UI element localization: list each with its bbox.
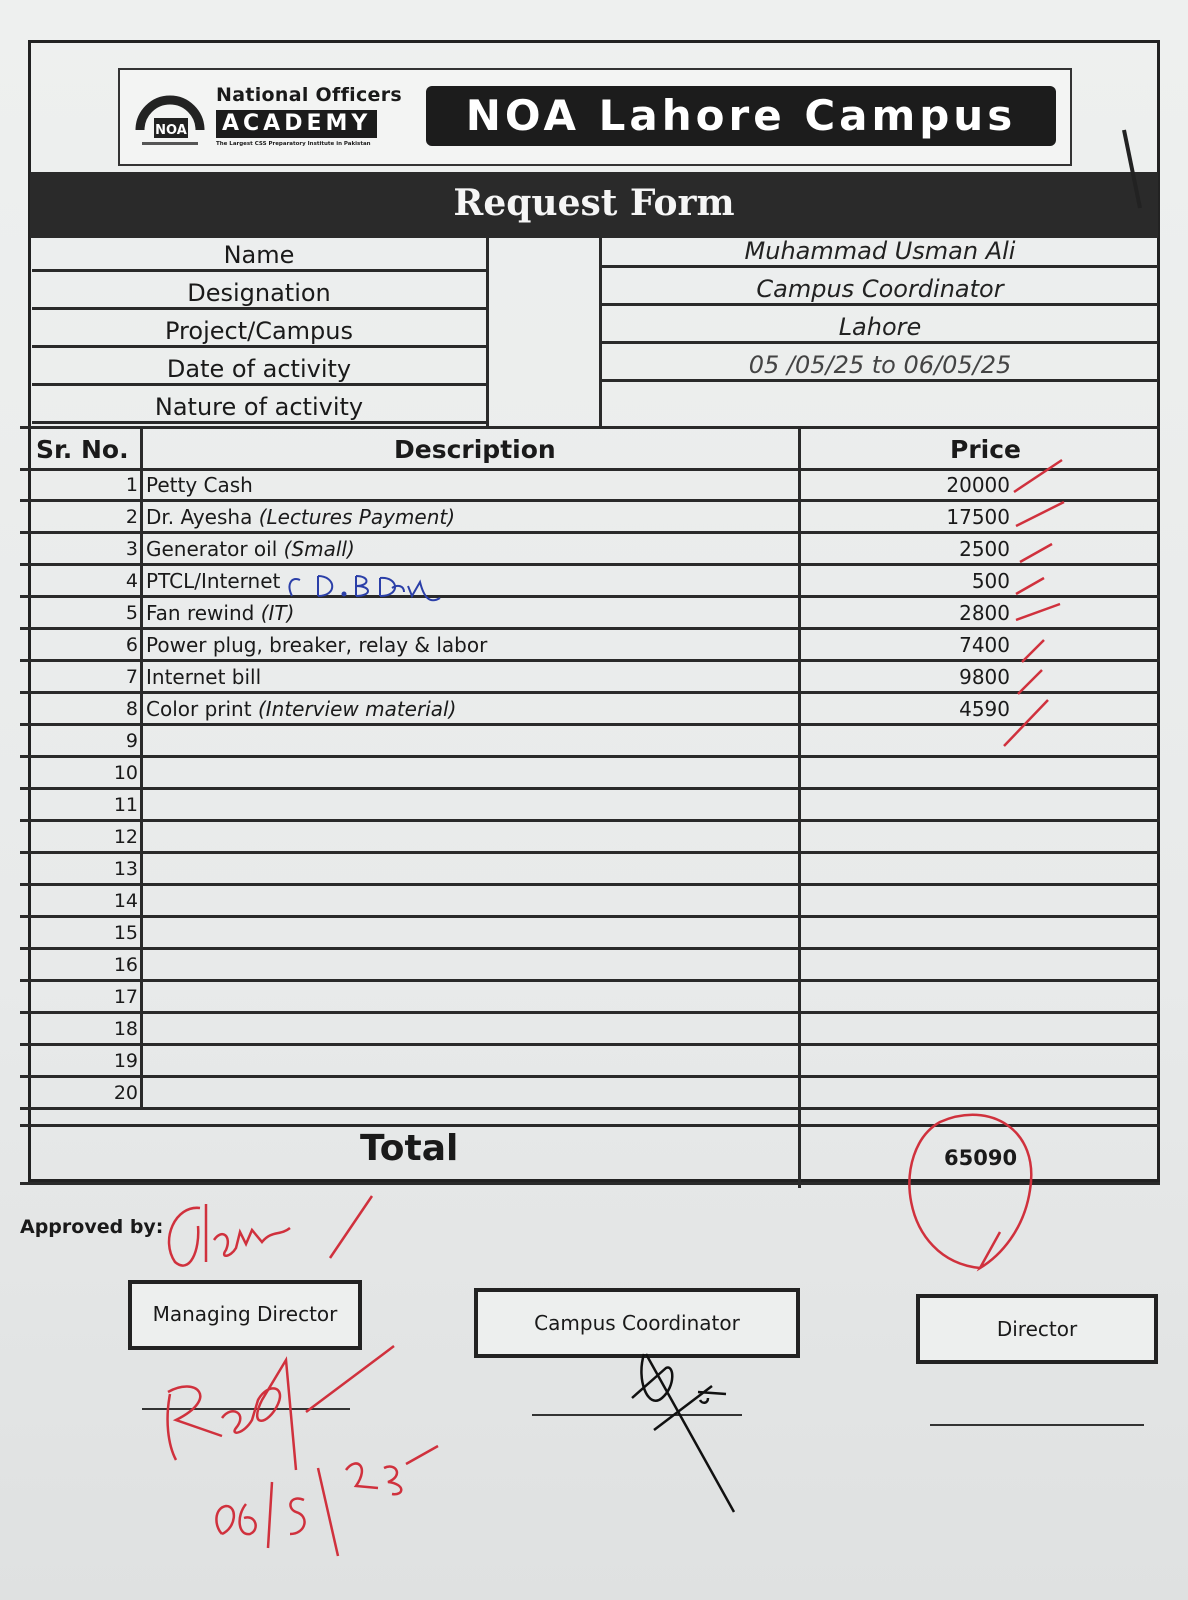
row-description-text: PTCL/Internet bbox=[146, 569, 281, 593]
info-bottom-line bbox=[20, 426, 1160, 429]
role-director: Director bbox=[996, 1317, 1078, 1341]
info-divider-right bbox=[599, 238, 602, 428]
approval-signature bbox=[169, 1196, 372, 1266]
total-label: Total bbox=[360, 1128, 459, 1169]
signature-line-managing-director bbox=[142, 1408, 350, 1410]
row-number: 7 bbox=[125, 666, 138, 688]
role-managing-director: Managing Director bbox=[152, 1302, 338, 1326]
total-bottom-line bbox=[20, 1182, 1160, 1185]
row-description-text: Dr. Ayesha bbox=[146, 505, 253, 529]
col-divider-price bbox=[798, 428, 801, 1188]
form-title: Request Form bbox=[453, 182, 735, 224]
role-box-director bbox=[916, 1294, 1158, 1364]
info-value-name: Muhammad Usman Ali bbox=[602, 234, 1158, 268]
info-label-designation: Designation bbox=[32, 276, 486, 310]
row-number: 17 bbox=[113, 986, 138, 1008]
row-description bbox=[146, 694, 456, 724]
row-number: 11 bbox=[113, 794, 138, 816]
row-price bbox=[900, 1078, 1010, 1108]
col-header-price: Price bbox=[950, 435, 1021, 464]
signature-line-director bbox=[930, 1424, 1144, 1426]
row-number: 6 bbox=[125, 634, 138, 656]
row-price: 9800 bbox=[959, 665, 1010, 689]
row-description bbox=[146, 470, 253, 500]
row-number: 5 bbox=[125, 602, 138, 624]
row-price bbox=[900, 854, 1010, 884]
row-price bbox=[900, 950, 1010, 980]
row-price bbox=[900, 1046, 1010, 1076]
row-number: 18 bbox=[113, 1018, 138, 1040]
row-number: 4 bbox=[125, 570, 138, 592]
row-price bbox=[900, 982, 1010, 1012]
row-description bbox=[146, 534, 355, 564]
campus-title: NOA Lahore Campus bbox=[426, 86, 1056, 146]
row-price bbox=[900, 726, 1010, 756]
info-label-name: Name bbox=[32, 238, 486, 272]
row-number: 16 bbox=[113, 954, 138, 976]
row-price bbox=[900, 918, 1010, 948]
info-label-project: Project/Campus bbox=[32, 314, 486, 348]
row-price: 17500 bbox=[946, 505, 1010, 529]
row-number: 10 bbox=[113, 762, 138, 784]
row-number: 20 bbox=[113, 1082, 138, 1104]
row-description-note: (Lectures Payment) bbox=[258, 505, 456, 529]
row-description-note: (Interview material) bbox=[257, 697, 457, 721]
row-number: 12 bbox=[113, 826, 138, 848]
info-value-date: 05 /05/25 to 06/05/25 bbox=[602, 348, 1158, 382]
row-number: 19 bbox=[113, 1050, 138, 1072]
org-tagline: The Largest CSS Preparatory Institute in Pakistan bbox=[216, 141, 371, 147]
row-description-note: (Small) bbox=[283, 537, 355, 561]
form-title-bar bbox=[30, 172, 1158, 238]
row-price: 7400 bbox=[959, 633, 1010, 657]
row-number: 15 bbox=[113, 922, 138, 944]
header bbox=[118, 68, 1072, 166]
row-number: 9 bbox=[125, 730, 138, 752]
row-description-text: Generator oil bbox=[146, 537, 278, 561]
row-description-text: Fan rewind bbox=[146, 601, 255, 625]
role-box-managing-director bbox=[128, 1280, 362, 1350]
info-value-project: Lahore bbox=[602, 310, 1158, 344]
row-price: 500 bbox=[971, 569, 1010, 593]
row-description-text: Power plug, breaker, relay & labor bbox=[146, 633, 488, 657]
total-top-line bbox=[20, 1124, 1160, 1127]
handwritten-date bbox=[216, 1446, 438, 1556]
row-description-text: Internet bill bbox=[146, 665, 262, 689]
role-box-campus-coordinator bbox=[474, 1288, 800, 1358]
info-value-nature bbox=[602, 386, 1158, 420]
row-price bbox=[900, 790, 1010, 820]
academy-logo-icon bbox=[132, 84, 208, 150]
row-description-note: (IT) bbox=[260, 601, 295, 625]
org-name-line2: ACADEMY bbox=[216, 110, 377, 138]
row-number: 3 bbox=[125, 538, 138, 560]
row-price bbox=[900, 1014, 1010, 1044]
info-label-nature: Nature of activity bbox=[32, 390, 486, 424]
row-number: 1 bbox=[125, 474, 138, 496]
org-name-line1: National Officers bbox=[216, 84, 402, 106]
signature-line-campus-coordinator bbox=[532, 1414, 742, 1416]
row-price: 4590 bbox=[959, 697, 1010, 721]
row-description bbox=[146, 598, 294, 628]
col-header-sr: Sr. No. bbox=[36, 435, 129, 464]
row-description-text: Petty Cash bbox=[146, 473, 253, 497]
row-description bbox=[146, 502, 455, 532]
logo-text: NOA bbox=[155, 123, 187, 138]
col-divider-sr bbox=[140, 428, 143, 1110]
row-price: 20000 bbox=[946, 473, 1010, 497]
row-divider bbox=[20, 1107, 1160, 1110]
row-price bbox=[900, 886, 1010, 916]
info-value-designation: Campus Coordinator bbox=[602, 272, 1158, 306]
col-header-description: Description bbox=[394, 435, 556, 464]
row-price: 2800 bbox=[959, 601, 1010, 625]
role-campus-coordinator: Campus Coordinator bbox=[534, 1311, 740, 1335]
total-value: 65090 bbox=[944, 1146, 1018, 1170]
info-label-date: Date of activity bbox=[32, 352, 486, 386]
row-price: 2500 bbox=[959, 537, 1010, 561]
row-price bbox=[900, 822, 1010, 852]
row-price bbox=[900, 758, 1010, 788]
campus-coordinator-signature bbox=[632, 1354, 734, 1512]
row-description-text: Color print bbox=[146, 697, 252, 721]
row-number: 8 bbox=[125, 698, 138, 720]
row-description bbox=[146, 630, 487, 660]
row-number: 2 bbox=[125, 506, 138, 528]
row-number: 14 bbox=[113, 890, 138, 912]
approved-by-label: Approved by: bbox=[20, 1216, 164, 1238]
info-divider-left bbox=[486, 238, 489, 428]
row-description bbox=[146, 566, 280, 596]
row-number: 13 bbox=[113, 858, 138, 880]
row-description bbox=[146, 662, 261, 692]
